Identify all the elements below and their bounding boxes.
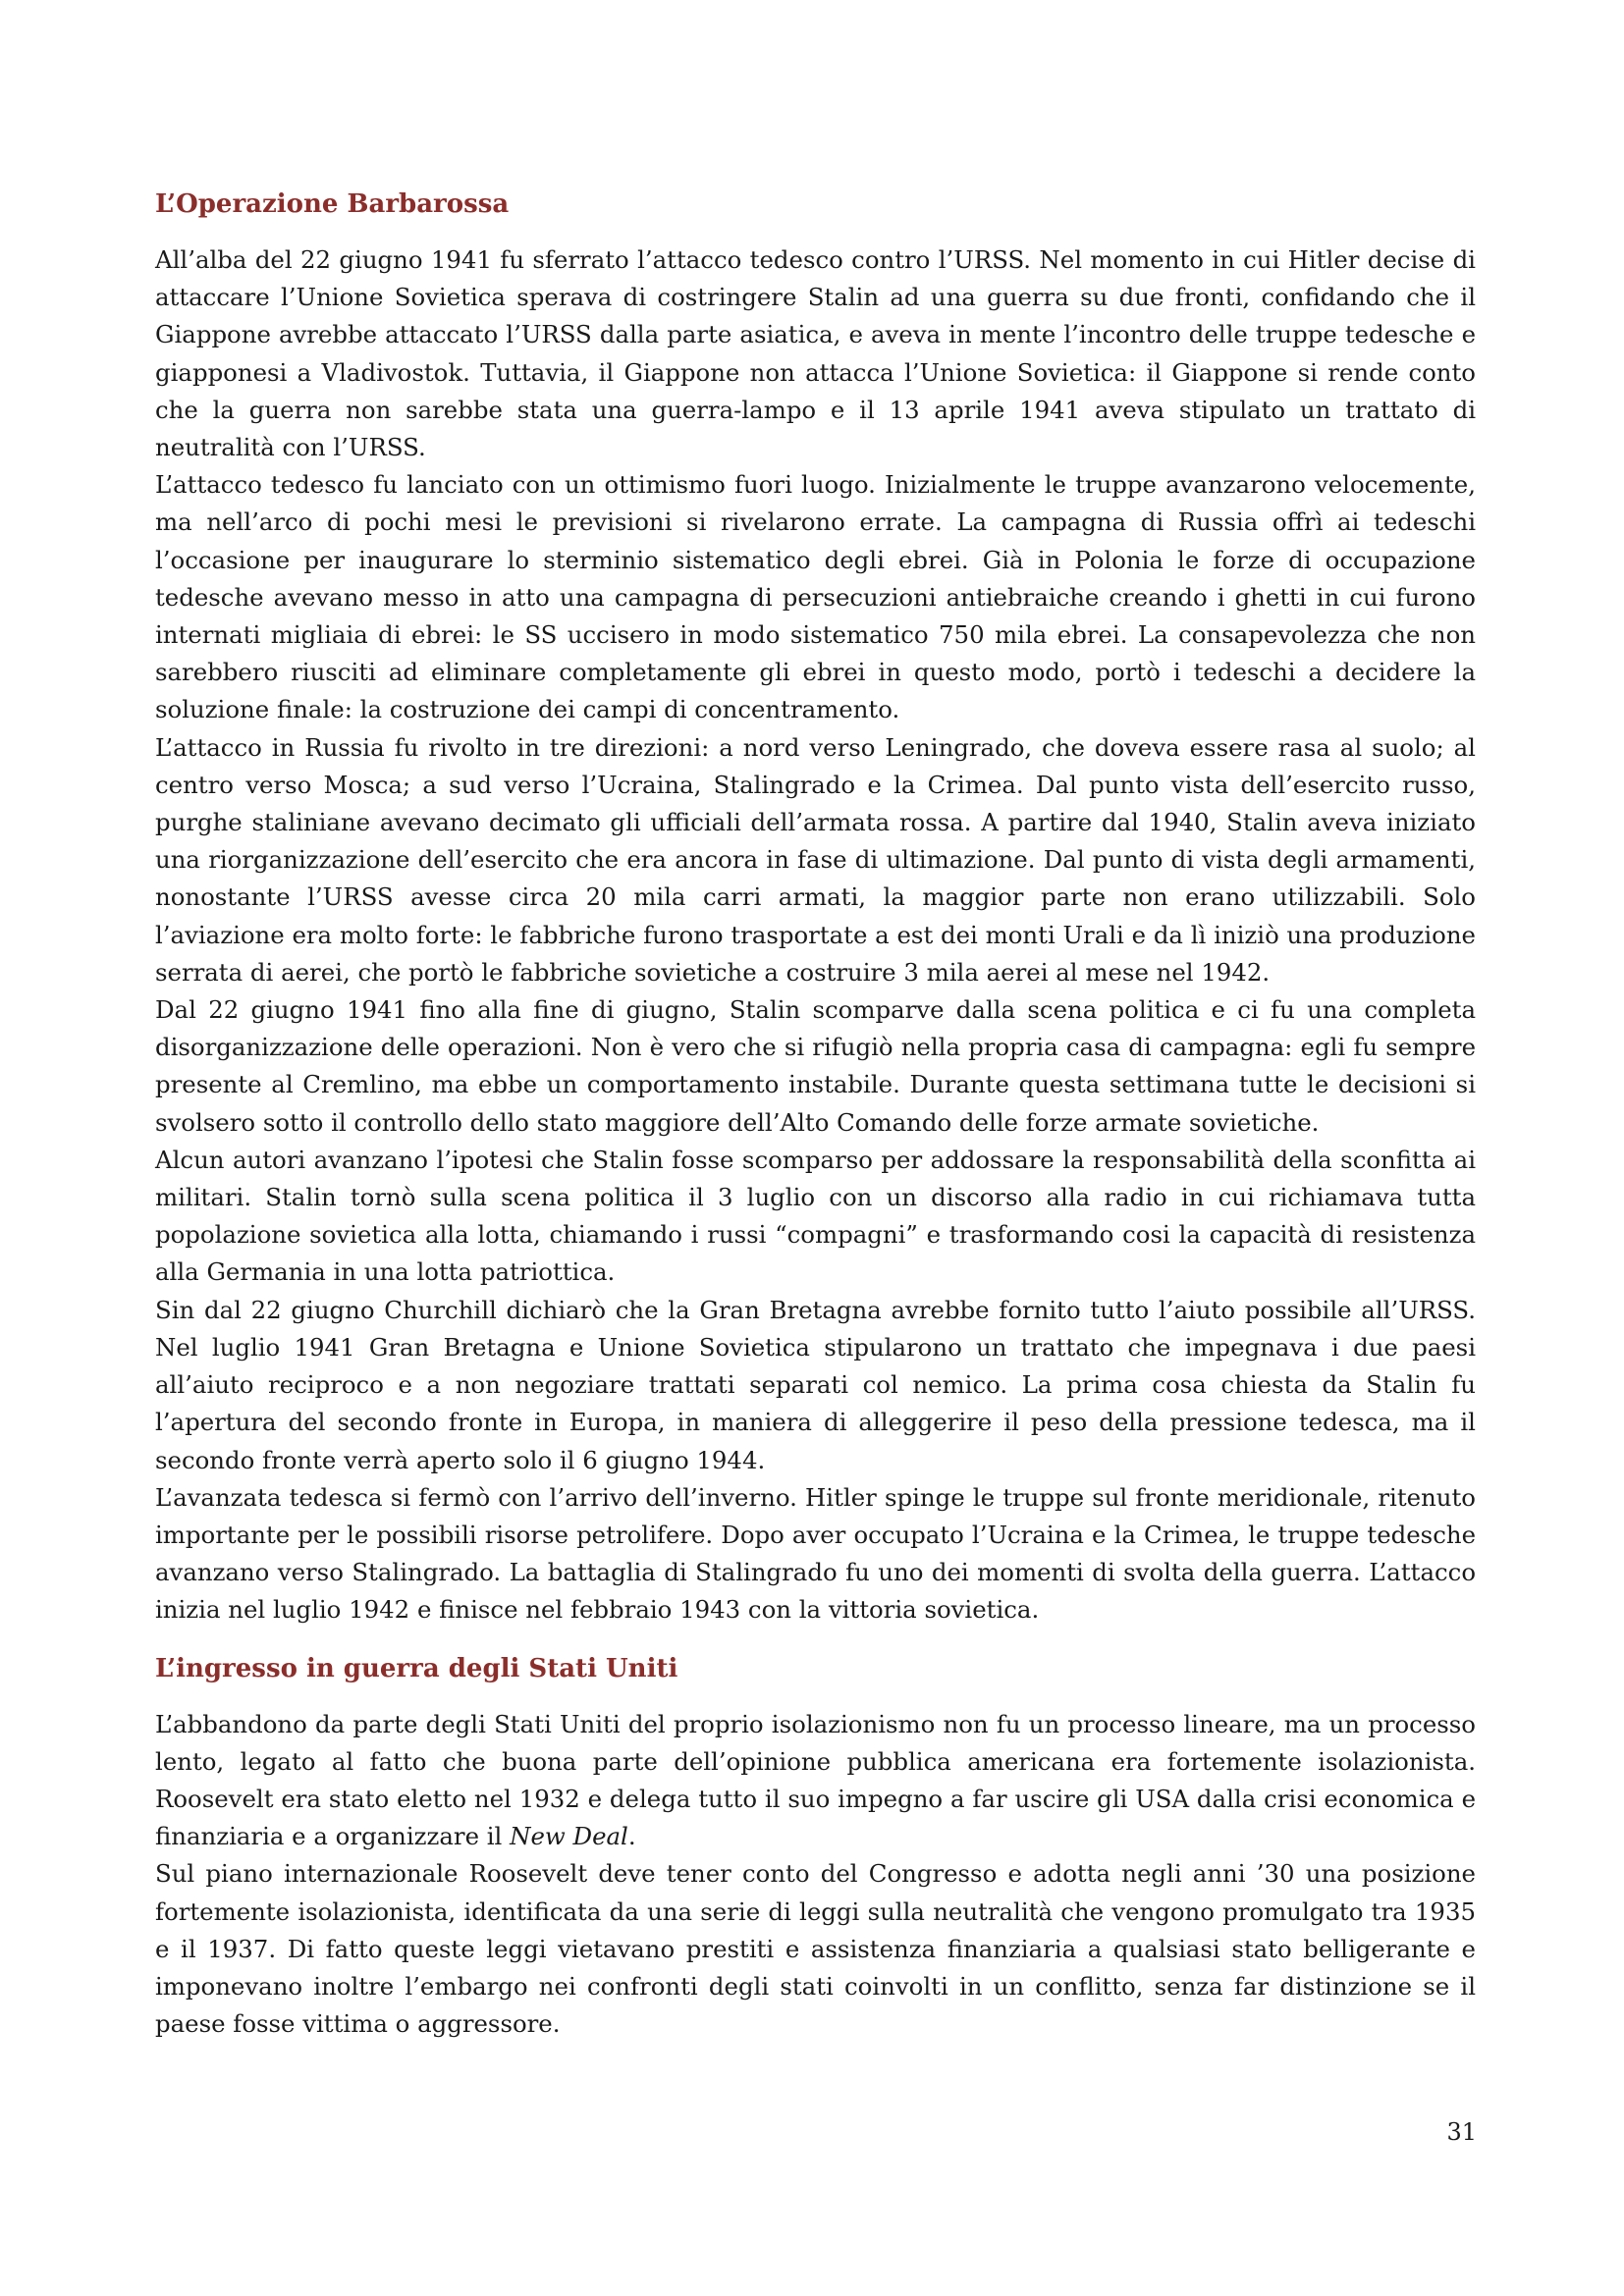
page-content <box>155 187 1476 2043</box>
section-heading-barbarossa: L’Operazione Barbarossa <box>155 189 510 219</box>
paragraph: Alcun autori avanzano l’ipotesi che Stalin fosse scomparso per addossare la responsabilità della sconfitta ai militari. Stalin tornò sulla scena politica il 3 luglio con un discorso alla radio in cui richiamava tutta popolazione sovietica alla lotta, chiamando i russi “compagni” e trasformando cosi la capacità di resistenza alla Germania in una lotta patriottica. <box>155 1145 1476 1287</box>
italic-term: New Deal <box>510 1822 628 1851</box>
paragraph: All’alba del 22 giugno 1941 fu sferrato l’attacco tedesco contro l’URSS. Nel momento in cui Hitler decise di attaccare l’Unione Sovietica sperava di costringere Stalin ad una guerra su due fronti, confidando che il Giappone avrebbe attaccato l’URSS dalla parte asiatica, e aveva in mente l’incontro delle truppe tedesche e giapponesi a Vladivostok. Tuttavia, il Giappone non attacca l’Unione Sovietica: il Giappone si rende conto che la guerra non sarebbe stata una guerra-lampo e il 13 aprile 1941 aveva stipulato un trattato di neutralità con l’URSS. <box>155 245 1476 462</box>
paragraph: L’attacco in Russia fu rivolto in tre direzioni: a nord verso Leningrado, che doveva essere rasa al suolo; al centro verso Mosca; a sud verso l’Ucraina, Stalingrado e la Crimea. Dal punto vista dell’esercito russo, purghe staliniane avevano decimato gli ufficiali dell’armata rossa. A partire dal 1940, Stalin aveva iniziato una riorganizzazione dell’esercito che era ancora in fase di ultimazione. Dal punto di vista degli armamenti, nonostante l’URSS avesse circa 20 mila carri armati, la maggior parte non erano utilizzabili. Solo l’aviazione era molto forte: le fabbriche furono trasportate a est dei monti Urali e da lì iniziò una produzione serrata di aerei, che portò le fabbriche sovietiche a costruire 3 mila aerei al mese nel 1942. <box>155 732 1476 987</box>
paragraph <box>155 1706 1476 1856</box>
paragraph-text: . <box>627 1822 636 1851</box>
paragraph: Sin dal 22 giugno Churchill dichiarò che la Gran Bretagna avrebbe fornito tutto l’aiuto possibile all’URSS. Nel luglio 1941 Gran Bretagna e Unione Sovietica stipularono un trattato che impegnava i due paesi all’aiuto reciproco e a non negoziare trattati separati col nemico. La prima cosa chiesta da Stalin fu l’apertura del secondo fronte in Europa, in maniera di alleggerire il peso della pressione tedesca, ma il secondo fronte verrà aperto solo il 6 giugno 1944. <box>155 1295 1476 1474</box>
page-number: 31 <box>1446 2118 1477 2146</box>
paragraph: Dal 22 giugno 1941 fino alla fine di giugno, Stalin scomparve dalla scena politica e ci fu una completa disorganizzazione delle operazioni. Non è vero che si rifugiò nella propria casa di campagna: egli fu sempre presente al Cremlino, ma ebbe un comportamento instabile. Durante questa settimana tutte le decisioni si svolsero sotto il controllo dello stato maggiore dell’Alto Comando delle forze armate sovietiche. <box>155 995 1476 1137</box>
paragraph: L’attacco tedesco fu lanciato con un ottimismo fuori luogo. Inizialmente le truppe avanzarono velocemente, ma nell’arco di pochi mesi le previsioni si rivelarono errate. La campagna di Russia offrì ai tedeschi l’occasione per inaugurare lo sterminio sistematico degli ebrei. Già in Polonia le forze di occupazione tedesche avevano messo in atto una campagna di persecuzioni antiebraiche creando i ghetti in cui furono internati migliaia di ebrei: le SS uccisero in modo sistematico 750 mila ebrei. La consapevolezza che non sarebbero riusciti ad eliminare completamente gli ebrei in questo modo, portò i tedeschi a decidere la soluzione finale: la costruzione dei campi di concentramento. <box>155 470 1476 724</box>
section-heading-stati-uniti: L’ingresso in guerra degli Stati Uniti <box>155 1653 678 1683</box>
paragraph: Sul piano internazionale Roosevelt deve tener conto del Congresso e adotta negli anni ’30 una posizione fortemente isolazionista, identificata da una serie di leggi sulla neutralità che vengono promulgato tra 1935 e il 1937. Di fatto queste leggi vietavano prestiti e assistenza finanziaria a qualsiasi stato belligerante e imponevano inoltre l’embargo nei confronti degli stati coinvolti in un conflitto, senza far distinzione se il paese fosse vittima o aggressore. <box>155 1859 1476 2039</box>
paragraph: L’avanzata tedesca si fermò con l’arrivo dell’inverno. Hitler spinge le truppe sul fronte meridionale, ritenuto importante per le possibili risorse petrolifere. Dopo aver occupato l’Ucraina e la Crimea, le truppe tedesche avanzano verso Stalingrado. La battaglia di Stalingrado fu uno dei momenti di svolta della guerra. L’attacco inizia nel luglio 1942 e finisce nel febbraio 1943 con la vittoria sovietica. <box>155 1482 1476 1625</box>
paragraph-text: L’abbandono da parte degli Stati Uniti del proprio isolazionismo non fu un processo lineare, ma un processo lento, legato al fatto che buona parte dell’opinione pubblica americana era fortemente isolazionista. Roosevelt era stato eletto nel 1932 e delega tutto il suo impegno a far uscire gli USA dalla crisi economica e finanziaria e a organizzare il <box>155 1709 1476 1851</box>
